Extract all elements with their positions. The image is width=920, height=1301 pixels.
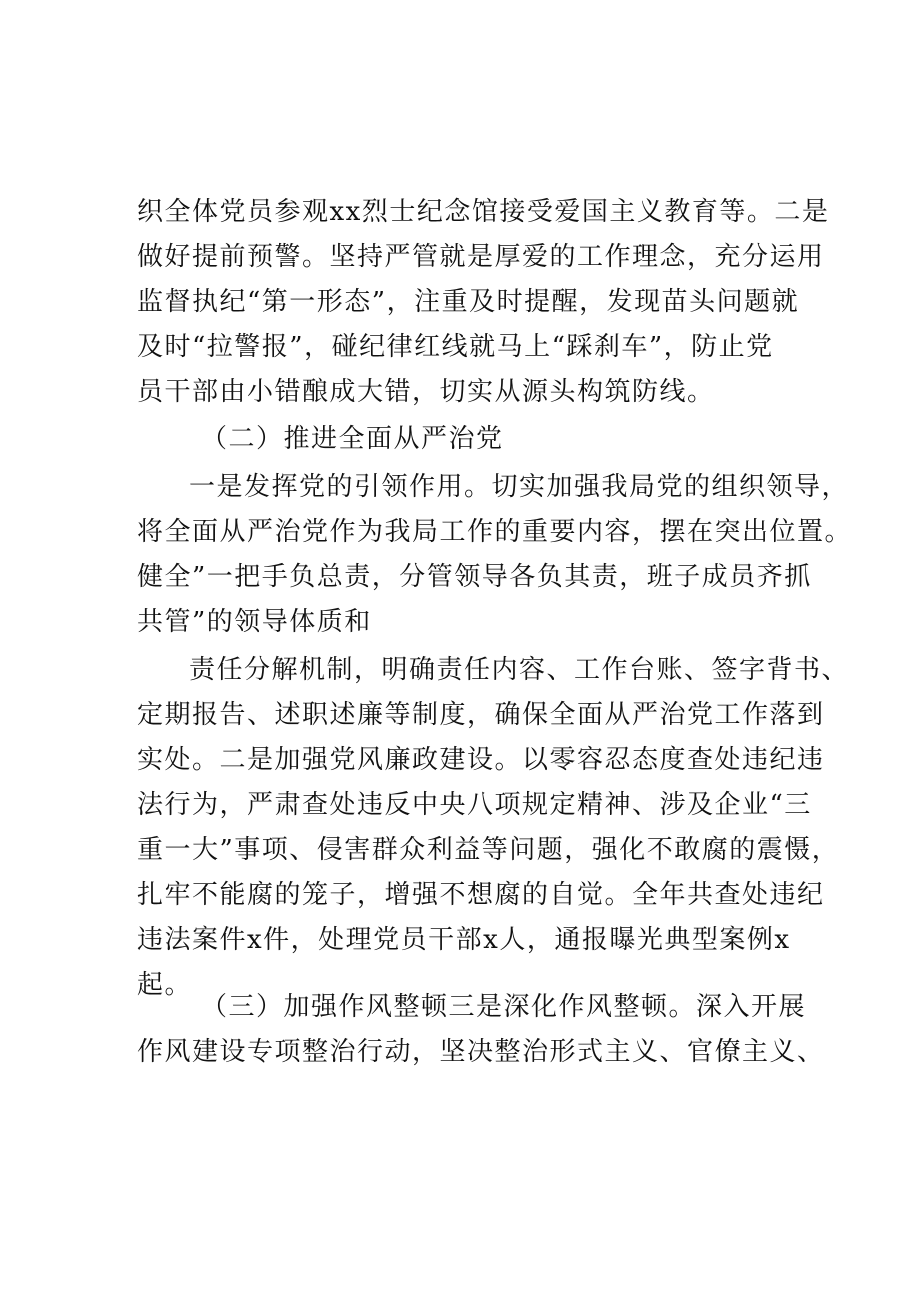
paragraph-4: [137, 985, 825, 1075]
paragraph-1-line-5: 员干部由小错酿成大错，切实从源头构筑防线。: [137, 377, 715, 407]
section-heading-2-block: [137, 417, 793, 462]
paragraph-3-line-3: 实处。二是加强党风廉政建设。以零容忍态度查处违纪违: [137, 745, 825, 775]
paragraph-1-line-4: 及时“拉警报”，碰纪律红线就马上“踩刹车”，防止党: [137, 332, 774, 362]
paragraph-1-line-1: 织全体党员参观xx烈士纪念馆接受爱国主义教育等。二是: [137, 197, 830, 227]
paragraph-2-line-2: 将全面从严治党作为我局工作的重要内容，摆在突出位置。: [137, 517, 853, 547]
paragraph-2-line-4: 共管”的领导体质和: [137, 607, 372, 637]
paragraph-3-line-1: 责任分解机制，明确责任内容、工作台账、签字背书、: [189, 655, 850, 685]
paragraph-3-line-6: 扎牢不能腐的笼子，增强不想腐的自觉。全年共查处违纪: [137, 880, 825, 910]
paragraph-2: [137, 465, 853, 645]
paragraph-3: [137, 648, 850, 1008]
paragraph-1-line-3: 监督执纪“第一形态”，注重及时提醒，发现苗头问题就: [137, 287, 800, 317]
paragraph-3-line-8: 起。: [137, 970, 193, 1000]
paragraph-1-line-2: 做好提前预警。坚持严管就是厚爱的工作理念，充分运用: [137, 242, 825, 272]
paragraph-4-line-2: 作风建设专项整治行动，坚决整治形式主义、官僚主义、: [137, 1037, 825, 1067]
paragraph-3-line-4: 法行为，严肃查处违反中央八项规定精神、涉及企业“三: [137, 790, 812, 820]
paragraph-3-line-7: 违法案件x件，处理党员干部x人，通报曝光典型案例x: [137, 925, 791, 955]
paragraph-2-line-1: 一是发挥党的引领作用。切实加强我局党的组织领导，: [189, 472, 850, 502]
paragraph-3-line-5: 重一大”事项、侵害群众利益等问题，强化不敢腐的震慑，: [137, 835, 840, 865]
paragraph-2-line-3: 健全”一把手负总责，分管领导各负其责，班子成员齐抓: [137, 562, 812, 592]
paragraph-1: [137, 190, 830, 415]
paragraph-3-line-2: 定期报告、述职述廉等制度，确保全面从严治党工作落到: [137, 700, 825, 730]
paragraph-4-line-1: （三）加强作风整顿三是深化作风整顿。深入开展: [201, 992, 807, 1022]
section-heading-2: （二）推进全面从严治党: [201, 424, 504, 454]
